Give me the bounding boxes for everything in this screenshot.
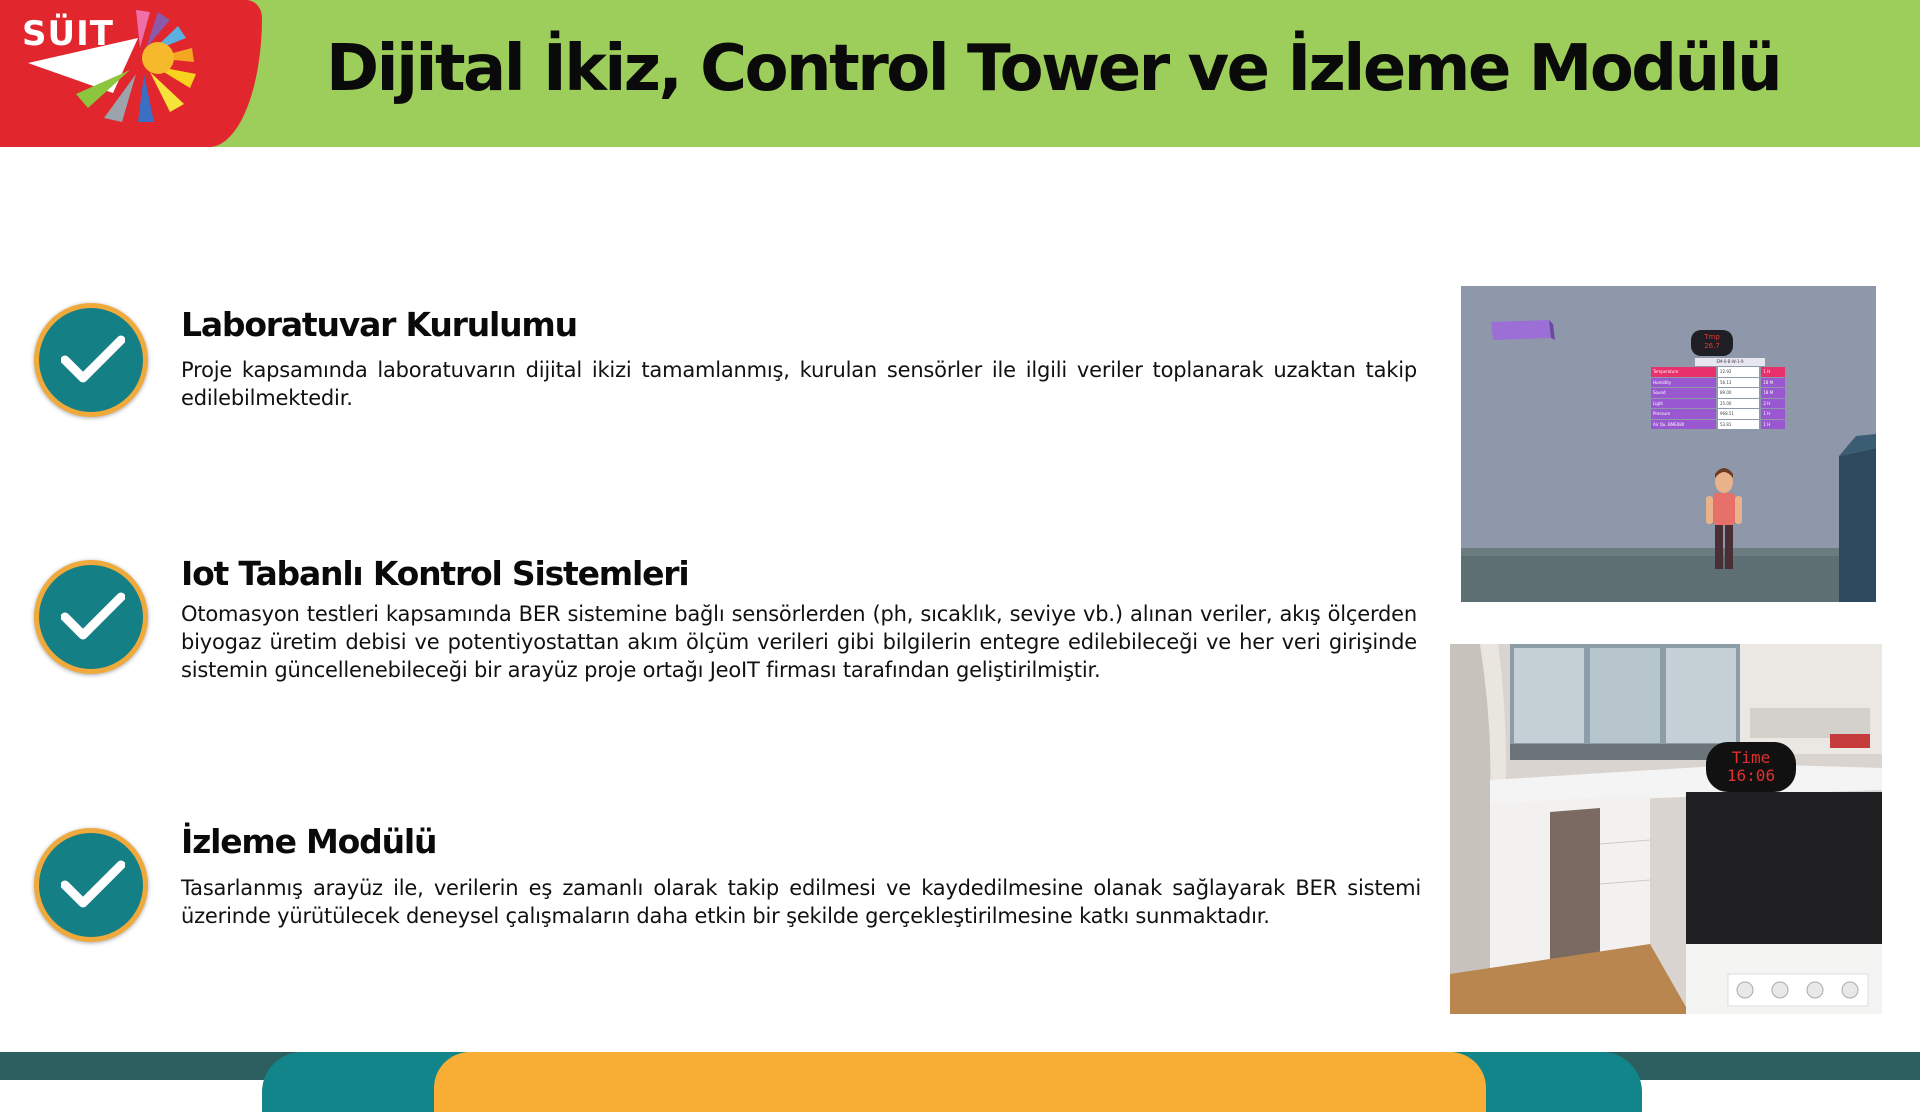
sensor-row-label: Pressure: [1651, 409, 1716, 419]
sensor-row-label: Temperature: [1651, 367, 1716, 377]
sensor-row-label: Air Qu. BME680: [1651, 420, 1716, 430]
section-text-iot: Otomasyon testleri kapsamında BER sistemine bağlı sensörlerden (ph, sıcaklık, seviye vb.) alınan veriler, akış ölçerden biyogaz üretim debisi ve potentiyostattan akım ölçüm verileri gibi bilgilerin entegre edilebileceği ve her veri girişinde sistemin güncellenebileceği bir arayüz proje ortağı JeoIT firması tarafından geliştirilmiştir.: [181, 602, 1417, 682]
clock-label: Time: [1731, 748, 1771, 767]
sensor-row: [1651, 367, 1785, 377]
section-text-laboratuvar: Proje kapsamında laboratuvarın dijital ikizi tamamlanmış, kurulan sensörler ile ilgili veriler toplanarak uzaktan takip edilebilmektedir.: [181, 358, 1417, 410]
sensor-row-value: 22.92: [1718, 367, 1759, 377]
sensor-row-value: 968.51: [1718, 409, 1759, 419]
checkmark-icon: [34, 560, 148, 674]
clock-value: 16:06: [1726, 766, 1776, 785]
sensor-panel-header: EM-0-B-W-1-9: [1695, 358, 1765, 366]
sensor-row-unit: 1 H: [1761, 367, 1785, 377]
checkmark-icon: [34, 828, 148, 942]
sensor-row-unit: 1 H: [1761, 420, 1785, 430]
sensor-row-unit: 1 H: [1761, 409, 1785, 419]
sensor-row: [1651, 388, 1785, 398]
digital-twin-screenshot: [1461, 286, 1876, 602]
section-title-laboratuvar: Laboratuvar Kurulumu: [181, 305, 577, 344]
sensor-row: [1651, 420, 1785, 430]
sensor-row-value: 25.00: [1718, 399, 1759, 409]
section-text-izleme: Tasarlanmış arayüz ile, verilerin eş zamanlı olarak takip edilmesi ve kaydedilmesine olanak sağlayarak BER sistemi üzerinde yürütülecek deneysel çalışmaların daha etkin bir şekilde gerçekleştirilmesine katkı sunmaktadır.: [181, 876, 1421, 928]
section-title-izleme: İzleme Modülü: [181, 822, 437, 861]
clock-display: [1706, 742, 1796, 792]
checkmark-icon: [34, 303, 148, 417]
sensor-row-label: Light: [1651, 399, 1716, 409]
sensor-row: [1651, 378, 1785, 388]
suit-logo: [0, 0, 262, 147]
footer-orange-band: [434, 1052, 1486, 1112]
display-label: Tmp: [1704, 333, 1720, 341]
sensor-row: [1651, 409, 1785, 419]
sensor-rows: [1651, 367, 1785, 429]
section-title-iot: Iot Tabanlı Kontrol Sistemleri: [181, 554, 689, 593]
sensor-row: [1651, 399, 1785, 409]
page-title: Dijital İkiz, Control Tower ve İzleme Modülü: [326, 32, 1781, 106]
sensor-row-label: Humidity: [1651, 378, 1716, 388]
display-value: 26.7: [1704, 342, 1720, 350]
sensor-row-value: 89.00: [1718, 388, 1759, 398]
temperature-display: [1691, 330, 1733, 356]
sensor-row-label: Sound: [1651, 388, 1716, 398]
sensor-row-unit: 18 M: [1761, 378, 1785, 388]
lab-photo: [1450, 644, 1882, 1014]
logo-text: SÜIT: [22, 14, 114, 54]
sensor-row-unit: 18 M: [1761, 388, 1785, 398]
sensor-row-value: 56.13: [1718, 378, 1759, 388]
sensor-row-value: 53.81: [1718, 420, 1759, 430]
sensor-row-unit: 2 H: [1761, 399, 1785, 409]
sensor-panel: [1651, 358, 1785, 429]
